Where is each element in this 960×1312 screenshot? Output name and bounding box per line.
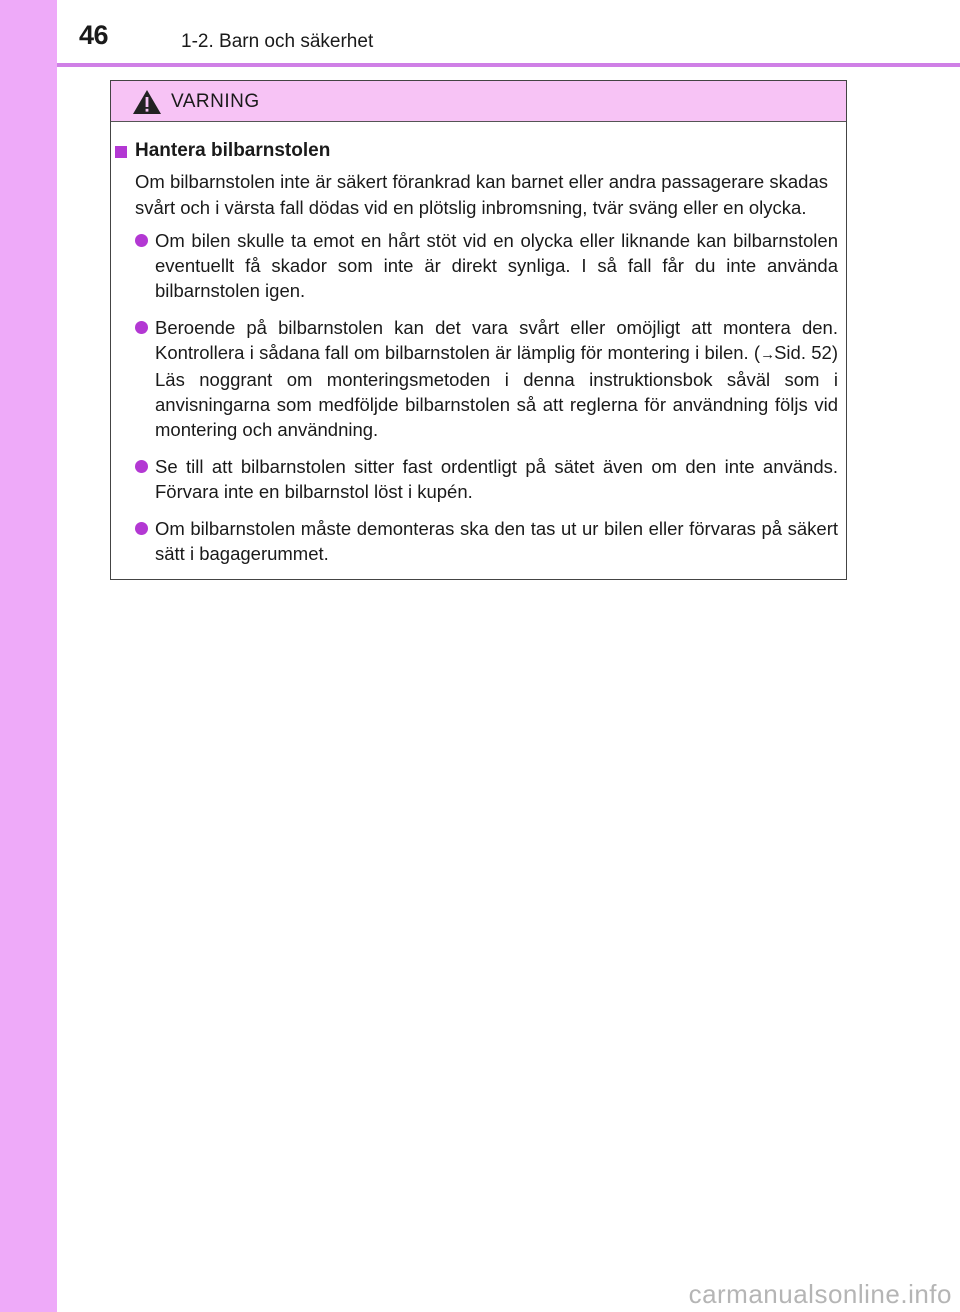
bullet-text: Se till att bilbarnstolen sitter fast ordentligt på sätet även om den inte används. Förvara inte en bilbarnstol löst i kupén.	[155, 456, 838, 502]
page-header	[57, 0, 960, 62]
bullet-dot-icon	[135, 460, 148, 473]
list-item	[155, 315, 838, 442]
list-item	[155, 516, 838, 566]
bullet-dot-icon	[135, 522, 148, 535]
intro-paragraph: Om bilbarnstolen inte är säkert förankrad kan barnet eller andra passagerare skadas svårt och i värsta fall dödas vid en plötslig inbromsning, tvär sväng eller en olycka.	[135, 171, 828, 218]
bullet-text: Om bilen skulle ta emot en hårt stöt vid en olycka eller liknande kan bilbarnstolen eventuellt få skador som inte är direkt synliga. I så fall får du inte använda bilbarnstolen igen.	[155, 230, 838, 301]
warning-box	[110, 80, 847, 580]
list-item	[155, 454, 838, 504]
square-bullet-icon	[115, 146, 127, 158]
page-number: 46	[79, 20, 109, 50]
subheading	[115, 137, 846, 165]
section-title: 1-2. Barn och säkerhet	[181, 31, 374, 52]
warning-label: VARNING	[171, 91, 260, 112]
side-tab-bar	[0, 0, 57, 1312]
header-divider	[57, 63, 960, 67]
arrow-right-icon: →	[760, 346, 775, 363]
watermark: carmanualsonline.info	[688, 1279, 952, 1309]
bullet-dot-icon	[135, 234, 148, 247]
bullet-list	[111, 228, 846, 566]
warning-body	[111, 137, 846, 578]
page-reference-link[interactable]: Sid. 52	[774, 342, 832, 363]
bullet-dot-icon	[135, 321, 148, 334]
bullet-text-before: Beroende på bilbarnstolen kan det vara svårt eller omöjligt att montera den. Kontrollera i sådana fall om bilbarnstolen är lämplig för montering i bilen. (	[155, 317, 838, 363]
list-item	[155, 228, 838, 303]
bullet-text-after: ) Läs noggrant om monteringsmetoden i denna instruktionsbok såväl som i anvisningarna som medföljde bilbarnstolen så att reglerna för användning följs vid montering och användning.	[155, 342, 838, 440]
bullet-text: Om bilbarnstolen måste demonteras ska den tas ut ur bilen eller förvaras på säkert sätt i bagagerummet.	[155, 518, 838, 564]
warning-triangle-icon	[132, 89, 162, 115]
warning-header	[111, 81, 846, 122]
subheading-text: Hantera bilbarnstolen	[135, 140, 331, 161]
